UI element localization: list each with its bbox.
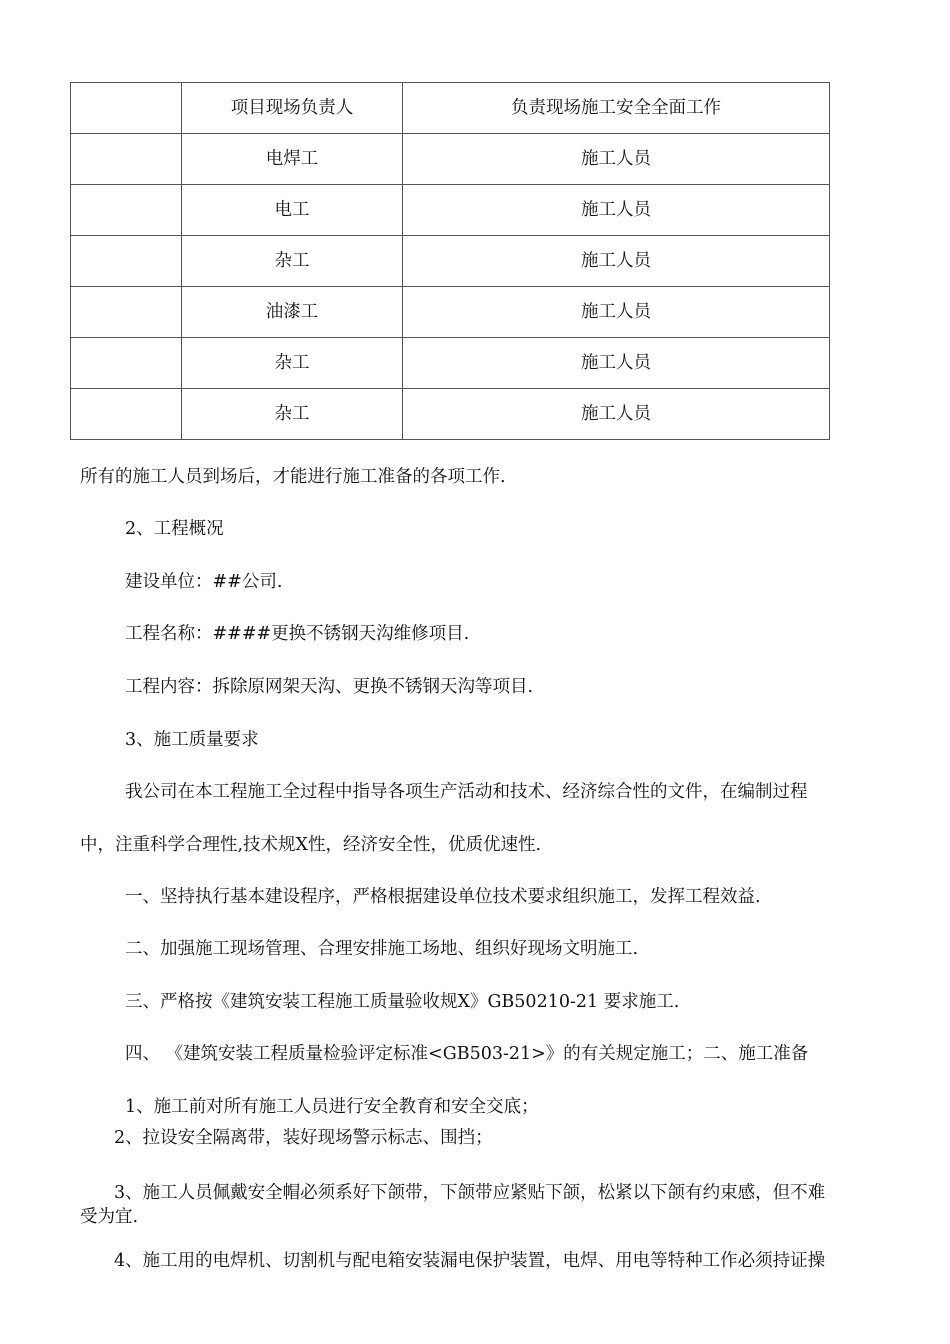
name-cell xyxy=(71,236,182,287)
prep-item-3-line-1: 3、施工人员佩戴安全帽必须系好下颌带，下颌带应紧贴下颌，松紧以下颌有约束感，但不难 xyxy=(114,1183,826,1203)
project-name-paragraph: 工程名称：####更换不锈钢天沟维修项目. xyxy=(125,624,470,644)
overview-heading: 2、工程概况 xyxy=(125,519,224,539)
duty-cell: 负责现场施工安全全面工作 xyxy=(403,83,830,134)
role-cell: 电焊工 xyxy=(182,134,403,185)
quality-item-3: 三、严格按《建筑安装工程施工质量验收规X》GB50210-21 要求施工. xyxy=(125,992,680,1012)
role-cell: 杂工 xyxy=(182,389,403,440)
project-content-paragraph: 工程内容：拆除原网架天沟、更换不锈钢天沟等项目. xyxy=(125,677,534,697)
table-row xyxy=(71,389,830,440)
quality-item-4: 四、 《建筑安装工程质量检验评定标准<GB503-21>》的有关规定施工；二、施工准备 xyxy=(125,1044,809,1064)
role-cell: 油漆工 xyxy=(182,287,403,338)
role-cell: 杂工 xyxy=(182,236,403,287)
duty-cell: 施工人员 xyxy=(403,134,830,185)
duty-cell: 施工人员 xyxy=(403,236,830,287)
arrival-paragraph: 所有的施工人员到场后，才能进行施工准备的各项工作. xyxy=(80,467,506,487)
duty-cell: 施工人员 xyxy=(403,185,830,236)
prep-item-4: 4、施工用的电焊机、切割机与配电箱安装漏电保护装置，电焊、用电等特种工作必须持证操 xyxy=(114,1251,826,1271)
table-row xyxy=(71,236,830,287)
table-row xyxy=(71,287,830,338)
table-row xyxy=(71,185,830,236)
name-cell xyxy=(71,185,182,236)
quality-item-1: 一、坚持执行基本建设程序，严格根据建设单位技术要求组织施工，发挥工程效益. xyxy=(125,887,761,907)
duty-cell: 施工人员 xyxy=(403,389,830,440)
duty-cell: 施工人员 xyxy=(403,338,830,389)
name-cell xyxy=(71,287,182,338)
role-cell: 电工 xyxy=(182,185,403,236)
name-cell xyxy=(71,338,182,389)
duty-cell: 施工人员 xyxy=(403,287,830,338)
role-cell: 项目现场负责人 xyxy=(182,83,403,134)
role-cell: 杂工 xyxy=(182,338,403,389)
table-row xyxy=(71,83,830,134)
table-row xyxy=(71,134,830,185)
quality-item-2: 二、加强施工现场管理、合理安排施工场地、组织好现场文明施工. xyxy=(125,939,639,959)
prep-item-2: 2、拉设安全隔离带，装好现场警示标志、围挡； xyxy=(114,1128,493,1148)
quality-heading: 3、施工质量要求 xyxy=(125,730,259,750)
name-cell xyxy=(71,389,182,440)
name-cell xyxy=(71,83,182,134)
prep-item-3-line-2: 受为宜. xyxy=(80,1207,139,1227)
table-row xyxy=(71,338,830,389)
quality-paragraph-line-1: 我公司在本工程施工全过程中指导各项生产活动和技术、经济综合性的文件，在编制过程 xyxy=(125,782,808,802)
prep-item-1: 1、施工前对所有施工人员进行安全教育和安全交底； xyxy=(125,1097,539,1117)
quality-paragraph-line-2: 中，注重科学合理性,技术规X性，经济安全性，优质优速性. xyxy=(80,835,542,855)
owner-paragraph: 建设单位：##公司. xyxy=(125,572,283,592)
name-cell xyxy=(71,134,182,185)
staff-table xyxy=(70,82,830,440)
